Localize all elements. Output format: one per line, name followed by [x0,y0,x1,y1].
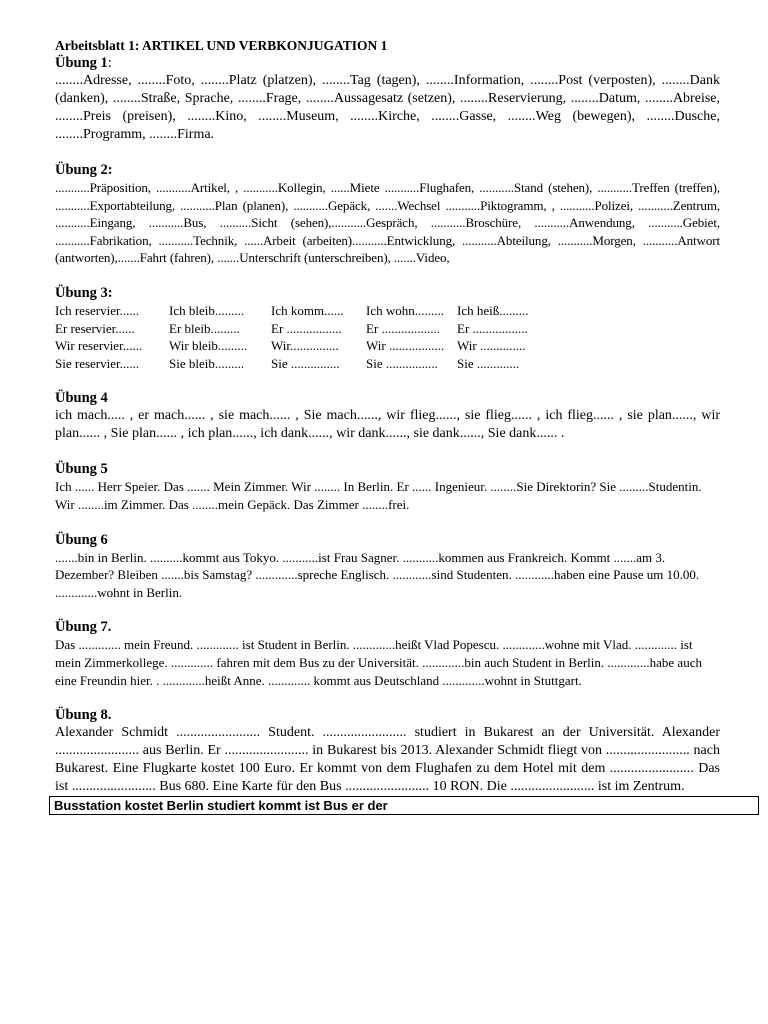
exercise-6-heading: Übung 6 [55,531,108,548]
conjugation-cell: Sie reservier...... [55,355,140,371]
conjugation-cell: Er .................. [366,320,441,336]
conjugation-cell: Wir bleib......... [169,338,248,354]
exercise-5-heading: Übung 5 [55,461,108,478]
exercise-6-text: .......bin in Berlin. ..........kommt aus Tokyo. ...........ist Frau Sagner. ...........kommen aus Frankreich. Kommt .......am 3. Dezember? Bleiben .......bis Samstag? .............spreche Englisch. ............sind Studenten. ............haben eine Pause um 10.00. .............wohnt in Berlin. [55,549,700,600]
exercise-8-text: Alexander Schmidt ........................ Student. ........................ studiert in Bukarest an der Universität. Alexander ........................ aus Berlin. Er ........................ in Bukarest bis 2013. Alexander Schmidt fliegt von ........................ nach Bukarest. Eine Flugkarte kostet 100 Euro. Er kommt von dem Flughafen zu dem Hotel mit dem ........................ Das ist ........................ Bus 680. Eine Karte für den Bus ........................ 10 RON. Die ........................ ist im Zentrum. [55,725,720,795]
conjugation-cell: Wir reservier...... [55,338,143,354]
exercise-4-text: ich mach..... , er mach...... , sie mach...... , Sie mach......, wir flieg......, sie flieg...... , ich flieg...... , sie plan......, wir plan...... , Sie plan...... , ich plan......, ich dank......, wir dank......, sie dank......, Sie dank...... . [55,408,720,442]
conjugation-cell: Wir ................. [366,338,445,354]
conjugation-cell: Sie bleib......... [169,355,245,371]
conjugation-cell: Sie ............. [457,355,520,371]
conjugation-cell: Sie ................ [366,355,438,371]
conjugation-cell: Sie ............... [271,355,340,371]
exercise-7-text: Das ............. mein Freund. ............. ist Student in Berlin. .............heißt Vlad Popescu. .............wohne mit Vlad. ............. ist mein Zimmerkollege. ............. fahren mit dem Bus zu der Universität. .............bin auch Student in Berlin. .............habe auch eine Freundin hier. . .............heißt Anne. ............. kommt aus Deutschland .............wohnt in Stuttgart. [55,637,702,688]
exercise-2-text: ...........Präposition, ...........Artikel, , ...........Kollegin, ......Miete ...........Flughafen, ...........Stand (stehen), ...........Treffen (treffen), ...........Exportabteilung, ...........Plan (planen), ...........Gepäck, .......Wechsel ...........Piktogramm, , ...........Polizei, ...........Zentrum, ...........Eingang, ...........Bus, ..........Sicht (sehen),...........Gespräch, ...........Broschüre, ...........Anwendung, ...........Gebiet, ...........Fabrikation, ...........Technik, ......Arbeit (arbeiten)...........Entwicklung, ...........Abteilung, ...........Morgen, ...........Antwort (antworten),.......Fahrt (fahren), .......Unterschrift (unterschreiben), .......Video, [55,180,720,266]
exercise-1-text: ........Adresse, ........Foto, ........Platz (platzen), ........Tag (tagen), ........Information, ........Post (verposten), ........Dank (danken), ........Straße, Sprache, ........Frage, ........Aussagesatz (setzen), ........Reservierung, ........Datum, ........Abreise, ........Preis (preisen), ........Kino, ........Museum, ........Kirche, ........Gasse, ........Weg (bewegen), ........Dusche, ........Programm, ........Firma. [55,73,720,142]
conjugation-row [55,355,720,373]
exercise-8-heading: Übung 8. [55,707,112,724]
conjugation-cell: Ich reservier...... [55,302,140,318]
conjugation-row [55,302,720,320]
exercise-1-heading-colon: : [107,55,112,71]
conjugation-cell: Er ................. [271,320,342,336]
conjugation-cell: Ich komm...... [271,302,344,318]
conjugation-cell: Wir............... [271,338,339,354]
worksheet-page [55,37,720,815]
exercise-3-table [55,302,720,372]
exercise-4-heading: Übung 4 [55,390,108,407]
conjugation-cell: Ich wohn......... [366,302,444,318]
conjugation-cell: Er bleib......... [169,320,240,336]
conjugation-cell: Ich bleib......... [169,302,245,318]
conjugation-cell: Er ................. [457,320,528,336]
conjugation-row [55,337,720,355]
exercise-3-heading: Übung 3: [55,284,113,301]
exercise-7-heading: Übung 7. [55,619,112,636]
exercise-1-heading-text: Übung 1 [55,55,108,71]
exercise-2-heading: Übung 2: [55,162,113,178]
conjugation-row [55,320,720,338]
conjugation-cell: Ich heiß......... [457,302,529,318]
word-box: Busstation kostet Berlin studiert kommt ist Bus er der [49,796,759,815]
conjugation-cell: Er reservier...... [55,320,135,336]
conjugation-cell: Wir .............. [457,338,526,354]
worksheet-title: Arbeitsblatt 1: ARTIKEL UND VERBKONJUGATION 1 [55,38,388,53]
exercise-5-text: Ich ...... Herr Speier. Das ....... Mein Zimmer. Wir ........ In Berlin. Er ...... Ingenieur. ........Sie Direktorin? Sie .........Studentin. Wir ........im Zimmer. Das ........mein Gepäck. Das Zimmer ........frei. [55,479,702,512]
exercise-1-heading [55,54,720,72]
